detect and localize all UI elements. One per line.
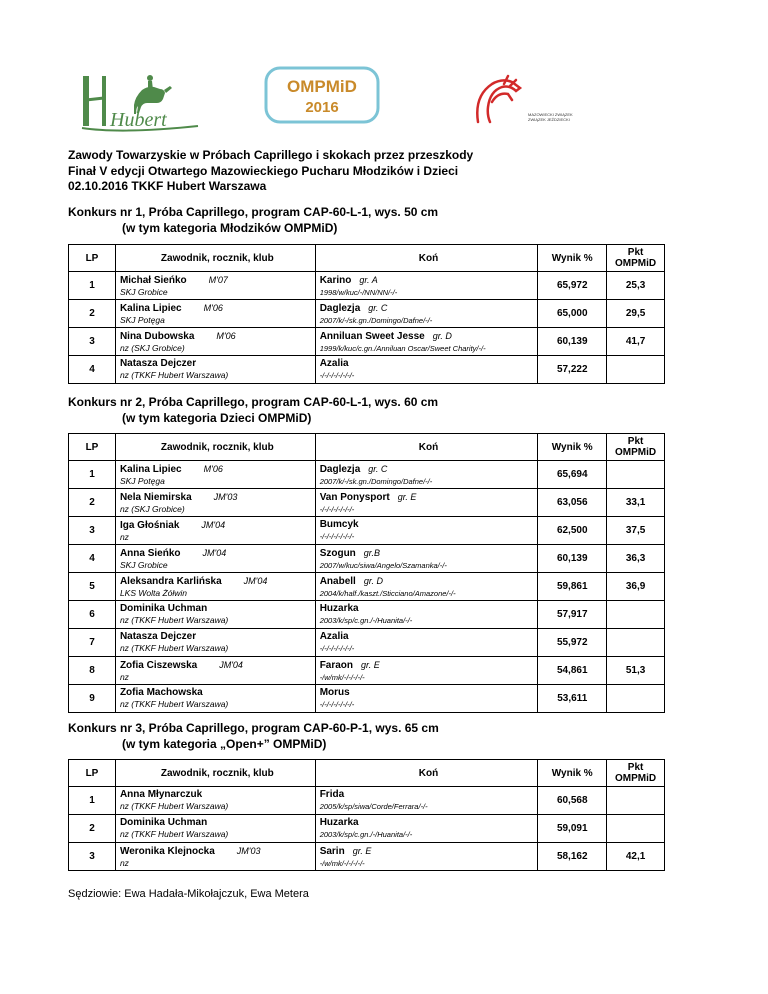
rider-line	[120, 789, 315, 801]
row-score: 62,500	[538, 517, 607, 545]
horse-group: gr. C	[368, 302, 388, 313]
row-horse-cell	[315, 489, 538, 517]
row-rider-cell	[115, 629, 315, 657]
row-rider-cell	[115, 815, 315, 843]
table-header-row	[69, 760, 665, 787]
row-rider-cell	[115, 356, 315, 384]
row-lp: 1	[69, 272, 116, 300]
rider-line	[120, 519, 315, 532]
row-horse-cell	[315, 685, 538, 713]
row-rider-cell	[115, 461, 315, 489]
rider-name: Natasza Dejczer	[119, 358, 197, 369]
table-row	[69, 685, 665, 713]
rider-club: nz (TKKF Hubert Warszawa)	[119, 643, 229, 653]
rider-club: LKS Wolta Żółwin	[119, 587, 188, 598]
rider-line	[120, 302, 315, 315]
header-rider: Zawodnik, rocznik, klub	[115, 434, 315, 461]
rider-name: Natasza Dejczer	[119, 631, 197, 642]
horse-line	[320, 463, 538, 476]
row-pkt	[607, 787, 665, 815]
horse-line	[320, 491, 538, 504]
row-score: 58,162	[538, 843, 607, 871]
horse-name: Bumcyk	[319, 519, 359, 530]
horse-line	[320, 547, 538, 560]
horse-info: 2004/k/half./kaszt./Sticciano/Amazone/-/-	[319, 588, 456, 598]
horse-name: Huzarka	[319, 603, 359, 614]
horse-name: Anniluan Sweet Jesse	[319, 330, 425, 342]
rider-line	[120, 845, 315, 858]
horse-info: -/-/-/-/-/-/-/-	[319, 644, 355, 653]
row-score: 59,861	[538, 573, 607, 601]
horse-line	[320, 817, 538, 829]
contest-3-title-block	[68, 721, 439, 752]
table-row	[69, 489, 665, 517]
rider-name: Iga Głośniak	[119, 519, 180, 531]
horse-name: Azalia	[319, 631, 349, 642]
horse-group: gr. E	[361, 659, 380, 670]
horse-info: -/-/-/-/-/-/-/-	[319, 371, 355, 380]
rider-club: nz (SKJ Grobice)	[119, 342, 185, 353]
row-rider-cell	[115, 545, 315, 573]
header-horse: Koń	[315, 245, 538, 272]
horse-info: 1998/w/kuc/-/NN/NN/-/-	[319, 287, 398, 297]
table-row	[69, 272, 665, 300]
rider-category: M'06	[203, 302, 223, 313]
rider-name: Kalina Lipiec	[119, 463, 182, 475]
table-row	[69, 601, 665, 629]
row-lp: 1	[69, 461, 116, 489]
horse-line	[320, 519, 538, 531]
rider-club: nz (TKKF Hubert Warszawa)	[119, 829, 229, 839]
horse-info: -/-/-/-/-/-/-/-	[319, 700, 355, 709]
row-pkt	[607, 461, 665, 489]
rider-name: Zofia Ciszewska	[119, 659, 198, 671]
horse-group: gr. D	[363, 575, 383, 586]
horse-name: Frida	[319, 789, 345, 800]
row-horse-cell	[315, 300, 538, 328]
row-horse-cell	[315, 328, 538, 356]
rider-club: nz (TKKF Hubert Warszawa)	[119, 370, 229, 380]
row-score: 65,000	[538, 300, 607, 328]
horse-group: gr. C	[368, 463, 388, 474]
header-score: Wynik %	[538, 760, 607, 787]
rider-category: M'06	[203, 463, 223, 474]
row-pkt: 33,1	[607, 489, 665, 517]
row-horse-cell	[315, 356, 538, 384]
event-subtitle: Finał V edycji Otwartego Mazowieckiego Pucharu Młodzików i Dzieci	[68, 163, 459, 178]
row-rider-cell	[115, 489, 315, 517]
event-title: Zawody Towarzyskie w Próbach Caprillego i skokach przez przeszkody	[68, 148, 474, 162]
header-score: Wynik %	[538, 434, 607, 461]
row-pkt: 42,1	[607, 843, 665, 871]
row-score: 65,694	[538, 461, 607, 489]
rider-line	[120, 463, 315, 476]
contest-2-subtitle: (w tym kategoria Dzieci OMPMiD)	[122, 410, 312, 425]
table-row	[69, 573, 665, 601]
contest-3-results-table	[68, 759, 665, 871]
rider-line	[120, 817, 315, 829]
row-pkt	[607, 356, 665, 384]
rider-name: Anna Młynarczuk	[119, 789, 203, 800]
rider-name: Nela Niemirska	[119, 491, 192, 503]
row-rider-cell	[115, 843, 315, 871]
table-row	[69, 461, 665, 489]
rider-name: Zofia Machowska	[119, 687, 203, 698]
row-score: 60,139	[538, 545, 607, 573]
header-pkt-line2: OMPMiD	[615, 258, 657, 269]
row-horse-cell	[315, 573, 538, 601]
header-horse: Koń	[315, 434, 538, 461]
row-rider-cell	[115, 685, 315, 713]
horse-info: 1999/k/kuc/c.gn./Anniluan Oscar/Sweet Charity/-/-	[319, 343, 486, 353]
horse-info: -/w/mk/-/-/-/-/-	[319, 858, 365, 868]
rider-category: JM'04	[201, 519, 226, 530]
horse-name: Morus	[319, 687, 350, 698]
horse-group: gr. A	[359, 274, 378, 285]
table-header-row	[69, 434, 665, 461]
table-row	[69, 300, 665, 328]
row-score: 60,568	[538, 787, 607, 815]
horse-info: 2003/k/sp/c.gn./-/Huanita/-/-	[319, 830, 413, 839]
hubert-logo-text: Hubert	[110, 109, 167, 131]
rider-line	[120, 330, 315, 343]
header-pkt-line1: Pkt	[627, 247, 644, 258]
horse-info: -/-/-/-/-/-/-/-	[319, 504, 355, 514]
rider-line	[120, 491, 315, 504]
row-score: 60,139	[538, 328, 607, 356]
logos-row	[0, 60, 768, 140]
rider-club: nz (TKKF Hubert Warszawa)	[119, 615, 229, 625]
horse-name: Azalia	[319, 358, 349, 369]
row-score: 55,972	[538, 629, 607, 657]
rider-category: M'06	[216, 330, 236, 341]
row-rider-cell	[115, 601, 315, 629]
horse-line	[320, 274, 538, 287]
header-lp: LP	[69, 434, 116, 461]
rider-club: SKJ Potęga	[119, 475, 165, 486]
row-pkt: 29,5	[607, 300, 665, 328]
row-pkt	[607, 601, 665, 629]
row-horse-cell	[315, 517, 538, 545]
rider-category: JM'04	[243, 575, 268, 586]
row-rider-cell	[115, 272, 315, 300]
horse-info: 2007/k/-/sk.gn./Domingo/Dafne/-/-	[319, 476, 433, 486]
mzj-logo	[470, 72, 590, 132]
row-lp: 4	[69, 356, 116, 384]
row-horse-cell	[315, 601, 538, 629]
judges-line: Sędziowie: Ewa Hadała-Mikołajczuk, Ewa Metera	[68, 888, 309, 900]
rider-line	[120, 603, 315, 615]
header-pkt	[607, 760, 665, 787]
rider-category: JM'03	[213, 491, 238, 502]
rider-club: nz (SKJ Grobice)	[119, 503, 185, 514]
row-rider-cell	[115, 787, 315, 815]
contest-2-results-table	[68, 433, 665, 713]
header-pkt-line1: Pkt	[627, 762, 644, 773]
horse-group: gr. E	[352, 845, 372, 856]
table-row	[69, 545, 665, 573]
rider-name: Nina Dubowska	[119, 330, 195, 342]
row-lp: 3	[69, 517, 116, 545]
row-horse-cell	[315, 657, 538, 685]
row-score: 59,091	[538, 815, 607, 843]
row-pkt: 41,7	[607, 328, 665, 356]
horse-name: Daglezja	[319, 463, 361, 475]
row-lp: 9	[69, 685, 116, 713]
row-lp: 5	[69, 573, 116, 601]
contest-1-subtitle: (w tym kategoria Młodzików OMPMiD)	[122, 220, 338, 235]
row-pkt: 36,9	[607, 573, 665, 601]
rider-category: M'07	[208, 274, 228, 285]
rider-club: nz	[119, 857, 129, 868]
table-row	[69, 356, 665, 384]
row-horse-cell	[315, 843, 538, 871]
row-pkt: 36,3	[607, 545, 665, 573]
header-lp: LP	[69, 245, 116, 272]
table-row	[69, 517, 665, 545]
horse-group: gr. D	[432, 330, 452, 341]
hubert-logo	[78, 70, 200, 134]
row-lp: 3	[69, 328, 116, 356]
event-date-venue: 02.10.2016 TKKF Hubert Warszawa	[68, 179, 267, 193]
rider-category: JM'03	[236, 845, 261, 856]
rider-club: nz (TKKF Hubert Warszawa)	[119, 801, 229, 811]
table-row	[69, 787, 665, 815]
header-pkt-line2: OMPMiD	[615, 773, 657, 784]
rider-name: Dominika Uchman	[119, 817, 208, 828]
row-rider-cell	[115, 657, 315, 685]
horse-name: Szogun	[319, 547, 356, 559]
row-score: 63,056	[538, 489, 607, 517]
contest-1-results-table	[68, 244, 665, 384]
rider-name: Anna Sieńko	[119, 547, 181, 559]
row-horse-cell	[315, 272, 538, 300]
rider-name: Weronika Klejnocka	[119, 845, 215, 857]
rider-line	[120, 631, 315, 643]
row-horse-cell	[315, 787, 538, 815]
horse-name: Daglezja	[319, 302, 361, 314]
ompmid-logo-line1: OMPMiD	[287, 77, 357, 96]
row-pkt: 25,3	[607, 272, 665, 300]
header-pkt	[607, 245, 665, 272]
horse-name: Sarin	[319, 845, 345, 857]
table-row	[69, 328, 665, 356]
horse-info: 2007/w/kuc/siwa/Angelo/Szamanka/-/-	[319, 560, 447, 570]
rider-category: JM'04	[202, 547, 227, 558]
contest-1-title-block	[68, 205, 438, 236]
row-lp: 6	[69, 601, 116, 629]
rider-line	[120, 274, 315, 287]
row-lp: 3	[69, 843, 116, 871]
header-lp: LP	[69, 760, 116, 787]
header-pkt	[607, 434, 665, 461]
header-rider: Zawodnik, rocznik, klub	[115, 760, 315, 787]
row-score: 53,611	[538, 685, 607, 713]
horse-name: Karino	[319, 274, 352, 286]
row-lp: 2	[69, 815, 116, 843]
header-pkt-line1: Pkt	[627, 436, 644, 447]
row-horse-cell	[315, 629, 538, 657]
horse-line	[320, 687, 538, 699]
horse-line	[320, 575, 538, 588]
row-score: 57,222	[538, 356, 607, 384]
horse-info: 2005/k/sp/siwa/Corde/Ferrara/-/-	[319, 802, 428, 811]
contest-2-title-block	[68, 395, 438, 426]
row-rider-cell	[115, 300, 315, 328]
row-horse-cell	[315, 815, 538, 843]
rider-name: Michał Sieńko	[119, 274, 187, 286]
event-header	[68, 148, 473, 195]
horse-info: 2003/k/sp/c.gn./-/Huanita/-/-	[319, 616, 413, 625]
mzj-logo-line1: MAZOWIECKI ZWIĄZEK	[528, 112, 573, 117]
rider-line	[120, 575, 315, 588]
table-header-row	[69, 245, 665, 272]
table-row	[69, 629, 665, 657]
rider-club: nz (TKKF Hubert Warszawa)	[119, 699, 229, 709]
row-pkt	[607, 685, 665, 713]
row-lp: 4	[69, 545, 116, 573]
horse-line	[320, 603, 538, 615]
rider-name: Aleksandra Karlińska	[119, 575, 222, 587]
horse-group: gr.B	[363, 547, 380, 558]
row-lp: 1	[69, 787, 116, 815]
rider-line	[120, 547, 315, 560]
row-pkt: 51,3	[607, 657, 665, 685]
row-rider-cell	[115, 517, 315, 545]
horse-info: -/-/-/-/-/-/-/-	[319, 532, 355, 541]
mzj-logo-line2: ZWIĄZEK JEŹDZIECKI	[528, 117, 570, 122]
table-row	[69, 815, 665, 843]
rider-category: JM'04	[219, 659, 243, 670]
header-rider: Zawodnik, rocznik, klub	[115, 245, 315, 272]
header-horse: Koń	[315, 760, 538, 787]
rider-club: nz	[119, 531, 129, 542]
horse-name: Van Ponysport	[319, 491, 390, 503]
rider-line	[120, 687, 315, 699]
rider-name: Kalina Lipiec	[119, 302, 182, 314]
horse-line	[320, 330, 538, 343]
horse-line	[320, 302, 538, 315]
horse-line	[320, 845, 538, 858]
horse-name: Anabell	[319, 575, 356, 587]
row-lp: 8	[69, 657, 116, 685]
row-rider-cell	[115, 328, 315, 356]
horse-info: -/w/mk/-/-/-/-/-	[319, 672, 365, 682]
row-lp: 7	[69, 629, 116, 657]
horse-line	[320, 631, 538, 643]
rider-club: SKJ Potęga	[119, 314, 165, 325]
row-horse-cell	[315, 545, 538, 573]
horse-line	[320, 358, 538, 370]
row-lp: 2	[69, 489, 116, 517]
row-score: 57,917	[538, 601, 607, 629]
horse-group: gr. E	[397, 491, 417, 502]
horse-name: Huzarka	[319, 817, 359, 828]
row-score: 65,972	[538, 272, 607, 300]
header-pkt-line2: OMPMiD	[615, 447, 657, 458]
contest-1-title: Konkurs nr 1, Próba Caprillego, program CAP-60-L-1, wys. 50 cm	[68, 205, 439, 219]
row-horse-cell	[315, 461, 538, 489]
horse-name: Faraon	[319, 659, 354, 671]
horse-line	[320, 789, 538, 801]
ompmid-logo-line2: 2016	[305, 99, 339, 116]
row-rider-cell	[115, 573, 315, 601]
rider-club: SKJ Grobice	[119, 286, 168, 297]
row-pkt	[607, 815, 665, 843]
row-pkt: 37,5	[607, 517, 665, 545]
contest-3-subtitle: (w tym kategoria „Open+” OMPMiD)	[122, 736, 327, 751]
table-row	[69, 657, 665, 685]
rider-name: Dominika Uchman	[119, 603, 208, 614]
rider-line	[120, 358, 315, 370]
row-score: 54,861	[538, 657, 607, 685]
horse-line	[320, 659, 538, 672]
row-pkt	[607, 629, 665, 657]
rider-line	[120, 659, 315, 672]
header-score: Wynik %	[538, 245, 607, 272]
row-lp: 2	[69, 300, 116, 328]
horse-info: 2007/k/-/sk.gn./Domingo/Dafne/-/-	[319, 315, 433, 325]
contest-3-title: Konkurs nr 3, Próba Caprillego, program CAP-60-P-1, wys. 65 cm	[68, 721, 439, 735]
rider-club: nz	[119, 671, 129, 682]
rider-club: SKJ Grobice	[119, 559, 168, 570]
ompmid-logo	[264, 66, 380, 124]
contest-2-title: Konkurs nr 2, Próba Caprillego, program CAP-60-L-1, wys. 60 cm	[68, 395, 439, 409]
table-row	[69, 843, 665, 871]
